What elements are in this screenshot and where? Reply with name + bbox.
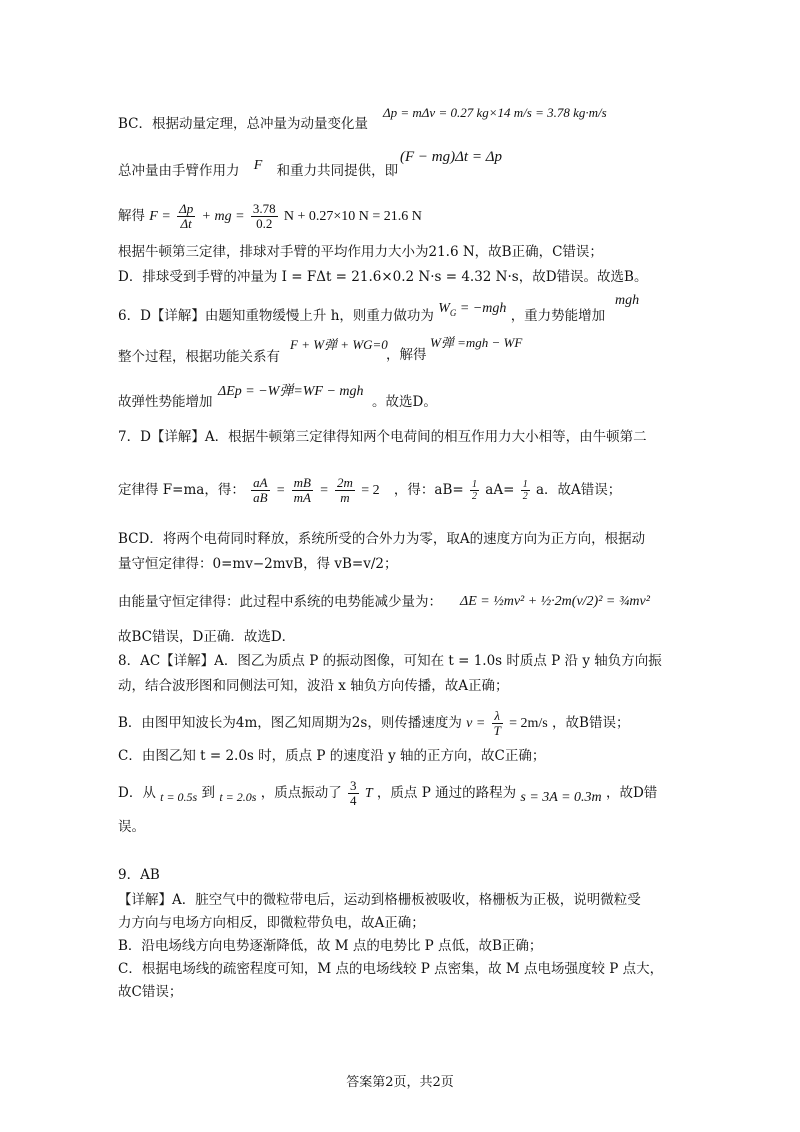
q8-line4: C．由图乙知 t = 2.0s 时，质点 P 的速度沿 y 轴的正方向，故C正确；: [118, 748, 546, 764]
impulse-text: 总冲量由手臂作用力 F 和重力共同提供，即: [118, 158, 399, 179]
q6-line2: 整个过程，根据功能关系有: [118, 349, 280, 365]
q9-line1: 【详解】A．脏空气中的微粒带电后，运动到格栅板被吸收，格栅板为正极，说明微粒受: [118, 892, 641, 908]
q8-line1: 8．AC【详解】A．图乙为质点 P 的振动图像，可知在 t = 1.0s 时质点 P 沿 y 轴负方向振: [118, 653, 662, 669]
q9-title: 9．AB: [118, 867, 160, 883]
q7-conclusion: 故BC错误，D正确．故选D．: [118, 629, 296, 645]
q6-solve-eq: W弹 =mgh − WF: [430, 335, 523, 350]
bc-momentum-formula: Δp = mΔv = 0.27 kg×14 m/s = 3.78 kg·m/s: [383, 105, 607, 120]
q6-energy-eq: F + W弹 + WG=0: [290, 337, 388, 352]
d-impulse-line: D．排球受到手臂的冲量为 I = FΔt = 21.6×0.2 N·s = 4.32 N·s，故D错误。故选B。: [118, 269, 648, 285]
q8-line3: B．由图甲知波长为4m，图乙知周期为2s，则传播速度为 v = $\frac{\lambda}{T}$ = 2m/s ，故B错误；: [118, 708, 630, 738]
q9-line2: 力方向与电场方向相反，即微粒带负电，故A正确；: [118, 915, 425, 931]
impulse-formula: (F − mg)Δt = Δp: [400, 149, 503, 165]
q9-line3: B．沿电场线方向电势逐渐降低，故 M 点的电势比 P 点低，故B正确；: [118, 938, 543, 954]
q6-choose: 。故选D。: [372, 394, 437, 410]
q6-line1: 6．D【详解】由题知重物缓慢上升 h，则重力做功为 $W_G = -mgh$ ，重力势能增加: [118, 301, 606, 324]
page-footer: 答案第2页，共2页: [346, 1075, 454, 1090]
q6-delta-e: ΔEp = −W弹=WF − mgh: [218, 384, 364, 399]
solve-line: 解得 F = $\frac{\Delta p}{\Delta t}$ + mg = $\frac{3.78}{0.2}$ N + 0.27×10 N = 21.6 N: [118, 201, 422, 231]
q6-line3: 故弹性势能增加: [118, 394, 213, 410]
q8-line2: 动，结合波形图和同侧法可知，波沿 x 轴负方向传播，故A正确；: [118, 678, 509, 694]
newton3-line: 根据牛顿第三定律，排球对手臂的平均作用力大小为21.6 N，故B正确，C错误；: [118, 244, 603, 260]
bc-heading: BC．根据动量定理，总冲量为动量变化量: [118, 116, 368, 132]
q7-energy-formula: ΔE = ½mv² + ½·2m(v/2)² = ¾mv²: [460, 594, 650, 609]
q7-bcd-line1: BCD．将两个电荷同时释放，系统所受的合外力为零，取A的速度方向为正方向，根据动: [118, 531, 646, 547]
q6-mgh: mgh: [615, 293, 640, 308]
q7-bcd-line2: 量守恒定律得：0=mv−2mvB，得 vB=v/2；: [118, 556, 398, 572]
q6-solve-label: ，解得: [386, 347, 427, 363]
q8-line5: D．从 t = 0.5s 到 t = 2.0s ，质点振动了 $\frac{3}{4}$ T ，质点 P 通过的路程为 s = 3A = 0.3m ，故D错: [118, 778, 658, 808]
q7-line2: 定律得 F=ma，得： $\frac{aA}{aB}$ = $\frac{mB}{mA}$ = $\frac{2m}{m}$ = 2 ，得：aB= $\frac{1}{2}$ aA= $\frac{1}{2}$ a．故A错误；: [118, 475, 622, 505]
q9-line5: 故C错误；: [118, 984, 183, 1000]
q9-line4: C．根据电场线的疏密程度可知，M 点的电场线较 P 点密集，故 M 点电场强度较 P 点大，: [118, 961, 664, 977]
q7-line1: 7．D【详解】A．根据牛顿第三定律得知两个电荷间的相互作用力大小相等，由牛顿第二: [118, 429, 647, 445]
q8-line6: 误。: [118, 819, 145, 835]
q7-energy-label: 由能量守恒定律得：此过程中系统的电势能减少量为：: [118, 594, 442, 610]
